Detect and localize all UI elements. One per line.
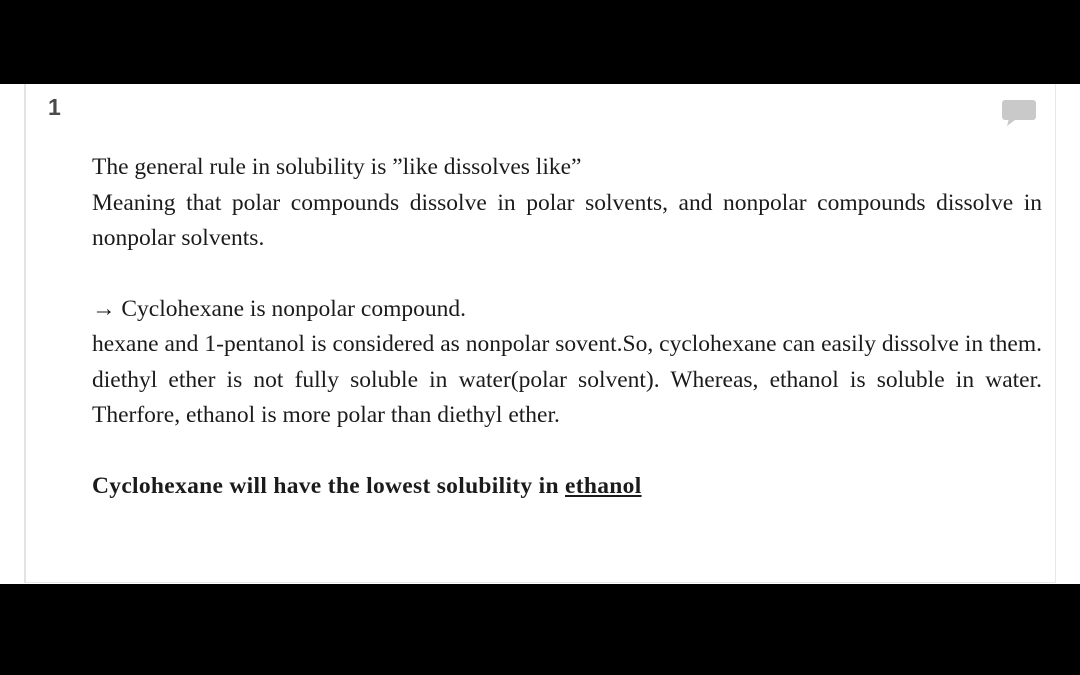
question-number: 1 xyxy=(48,94,61,120)
explanation-paragraph: hexane and 1-pentanol is considered as nonpolar sovent.So, cyclohexane can easily dissolve in them. diethyl ether is not fully soluble in water(polar solvent). Whereas, ethanol is soluble in water. Therfore, ethanol is more polar than diethyl ether. xyxy=(92,331,1042,428)
paragraph-gap-1 xyxy=(92,257,1042,292)
conclusion-prefix: Cyclohexane will have the lowest solubility in xyxy=(92,472,566,499)
card-header xyxy=(26,84,1055,140)
conclusion-answer: ethanol xyxy=(565,472,642,499)
arrow-statement: → Cyclohexane is nonpolar compound. xyxy=(92,295,466,322)
paragraph-line-1: The general rule in solubility is ”like dissolves like” xyxy=(92,154,582,180)
answer-body xyxy=(92,150,1042,504)
answer-card xyxy=(24,84,1056,583)
paragraph-gap-2 xyxy=(92,434,1042,469)
paragraph-line-2: Meaning that polar compounds dissolve in polar solvents, and nonpolar compounds dissolve in nonpolar solvents. xyxy=(92,189,1042,251)
comment-bubble-icon[interactable] xyxy=(1001,96,1037,128)
conclusion-line xyxy=(92,469,1042,505)
